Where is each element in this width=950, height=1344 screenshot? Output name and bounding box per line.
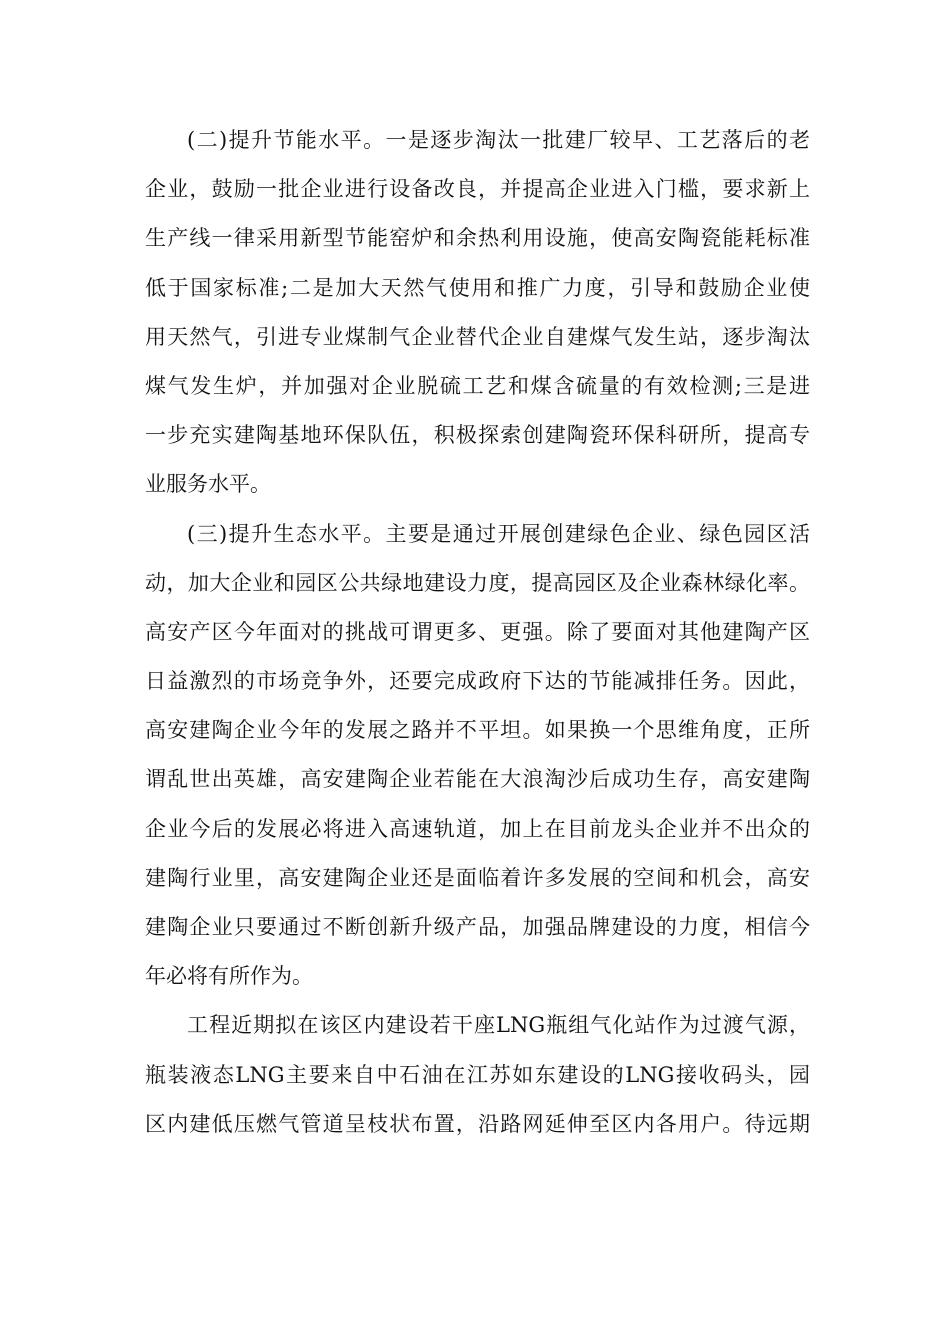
text-line: 动，加大企业和园区公共绿地建设力度，提高园区及企业森林绿化率。 [145, 570, 810, 595]
text-line: 谓乱世出英雄，高安建陶企业若能在大浪淘沙后成功生存，高安建陶 [145, 767, 810, 792]
paragraph-energy-saving [145, 116, 810, 510]
text-line: 业服务水平。 [145, 472, 271, 497]
text-line: 工程近期拟在该区内建设若干座LNG瓶组气化站作为过渡气源， [187, 1013, 810, 1038]
text-line: 企业今后的发展必将进入高速轨道，加上在目前龙头企业并不出众的 [145, 816, 810, 841]
document-body [145, 116, 810, 1149]
text-line: 建陶企业只要通过不断创新升级产品，加强品牌建设的力度，相信今 [145, 915, 810, 939]
paragraph-lng-project [145, 1001, 810, 1149]
text-line: 日益激烈的市场竞争外，还要完成政府下达的节能减排任务。因此， [145, 669, 810, 694]
text-line: 区内建低压燃气管道呈枝状布置，沿路网延伸至区内各用户。待远期 [145, 1111, 810, 1136]
text-line: 高安产区今年面对的挑战可谓更多、更强。除了要面对其他建陶产区 [145, 619, 810, 644]
text-line: 低于国家标准;二是加大天然气使用和推广力度，引导和鼓励企业使 [145, 275, 810, 300]
text-line: 高安建陶企业今年的发展之路并不平坦。如果换一个思维角度，正所 [145, 718, 810, 743]
text-line: 煤气发生炉，并加强对企业脱硫工艺和煤含硫量的有效检测;三是进 [145, 373, 810, 398]
text-line: 年必将有所作为。 [145, 964, 313, 989]
paragraph-ecology [145, 510, 810, 1002]
text-line: 企业，鼓励一批企业进行设备改良，并提高企业进入门槛，要求新上 [145, 177, 810, 202]
text-line: 用天然气，引进专业煤制气企业替代企业自建煤气发生站，逐步淘汰 [145, 324, 810, 349]
text-line: 瓶装液态LNG主要来自中石油在江苏如东建设的LNG接收码头，园 [145, 1062, 810, 1087]
text-line: 建陶行业里，高安建陶企业还是面临着许多发展的空间和机会，高安 [145, 865, 810, 890]
text-line: (二)提升节能水平。一是逐步淘汰一批建厂较早、工艺落后的老 [187, 128, 810, 152]
text-line: 生产线一律采用新型节能窑炉和余热利用设施，使高安陶瓷能耗标准 [145, 226, 810, 251]
text-line: (三)提升生态水平。主要是通过开展创建绿色企业、绿色园区活 [187, 521, 810, 546]
text-line: 一步充实建陶基地环保队伍，积极探索创建陶瓷环保科研所，提高专 [145, 423, 810, 448]
